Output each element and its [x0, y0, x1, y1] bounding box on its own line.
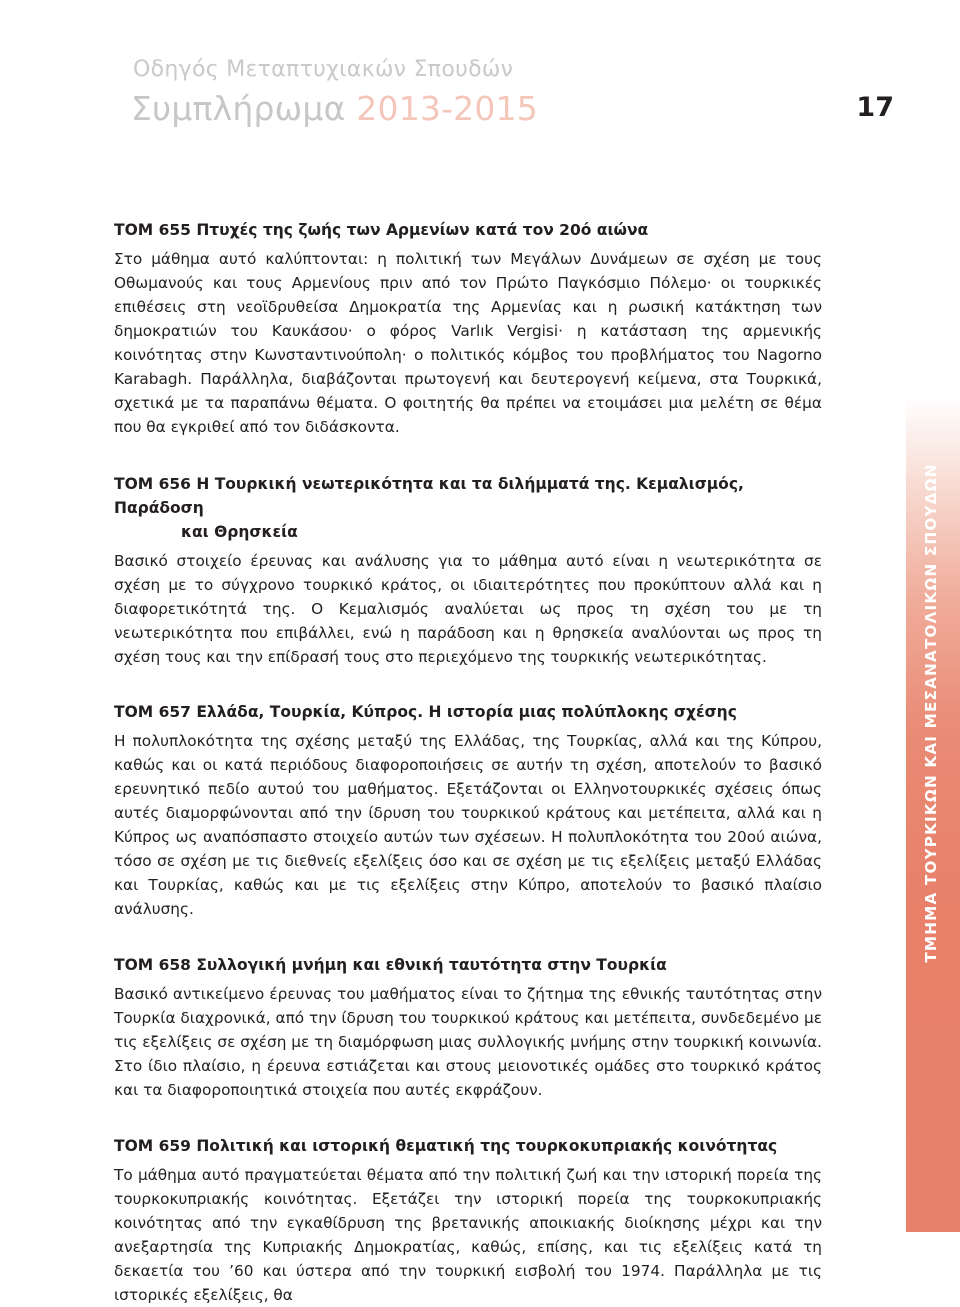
course-description: Βασικό αντικείμενο έρευνας του μαθήματος είναι το ζήτημα της εθνικής ταυτότητας στην Τουρκία διαχρονικά, από την ίδρυση του τουρκικού κράτους και μετέπειτα, συνδεδεμένο με τις εξελίξεις σε σχέση με τη διαμόρφωση μιας συλλογικής μνήμης στην τουρκική κοινωνία. Στο ίδιο πλαίσιο, η έρευνα εστιάζεται και στους μειονοτικές ομάδες στο τουρκικό κράτος και τα διαφοροποιητικά στοιχεία που αυτές εκφράζουν.: [114, 985, 822, 1099]
course-title-main: ΤΟΜ 656 Η Τουρκική νεωτερικότητα και τα διλήμματά της. Κεμαλισμός, Παράδοση: [114, 475, 744, 517]
course-title-continuation: και Θρησκεία: [181, 523, 298, 541]
course-description: Βασικό στοιχείο έρευνας και ανάλυσης για το μάθημα αυτό είναι η νεωτερικότητα σε σχέση με το σύγχρονο τουρκικό κράτος, οι ιδιαιτερότητες που προκύπτουν αλλά και η διαφορετικότητά της. Ο Κεμαλισμός αναλύεται ως προς τη σχέση του με τη νεωτερικότητα που επιβάλλει, ενώ η παράδοση και η θρησκεία αναλύονται ως προς τη σχέση τους και την επίδρασή τους στο περιεχόμενο της τουρκικής νεωτερικότητας.: [114, 552, 822, 666]
course-title: [114, 472, 822, 544]
department-name: ΤΜΗΜΑ ΤΟΥΡΚΙΚΩΝ ΚΑΙ ΜΕΣΑΝΑΤΟΛΙΚΩΝ ΣΠΟΥΔΩΝ: [922, 463, 940, 963]
course-description: Η πολυπλοκότητα της σχέσης μεταξύ της Ελλάδας, της Τουρκίας, αλλά και της Κύπρου, καθώς και οι κατά περιόδους διαφοροποιήσεις σε αυτήν τη σχέση, αποτελούν το βασικό ερευνητικό πεδίο αυτού του μαθήματος. Εξετάζονται οι Ελληνοτουρκικές σχέσεις όπως αυτές διαμορφώνονται από την ίδρυση του τουρκικού κράτους και μετέπειτα, αλλά και η Κύπρος ως αναπόσπαστο στοιχείο αυτών των σχέσεων. Η πολυπλοκότητα του 20ού αιώνα, τόσο σε σχέση με τις διεθνείς εξελίξεις όσο και σε σχέση με τις εξελίξεις μεταξύ Ελλάδας και Τουρκίας, καθώς και με τις εξελίξεις στην Κύπρο, αποτελούν το βασικό πλαίσιο ανάλυσης.: [114, 732, 822, 918]
course-section: [114, 700, 822, 921]
course-section: [114, 472, 822, 669]
course-section: [114, 953, 822, 1102]
course-section: [114, 1134, 822, 1307]
course-title: ΤΟΜ 655 Πτυχές της ζωής των Αρμενίων κατά τον 20ό αιώνα: [114, 221, 649, 239]
course-list: [114, 218, 822, 1307]
course-title: ΤΟΜ 657 Ελλάδα, Τουρκία, Κύπρος. Η ιστορία μιας πολύπλοκης σχέσης: [114, 703, 737, 721]
guide-subtitle: Οδηγός Μεταπτυχιακών Σπουδών: [133, 57, 514, 82]
guide-title: [131, 89, 538, 128]
guide-title-years: 2013-2015: [356, 89, 538, 128]
page-number: 17: [856, 92, 894, 123]
course-description: Το μάθημα αυτό πραγματεύεται θέματα από την πολιτική ζωή και την ιστορική πορεία της τουρκοκυπριακής κοινότητας. Εξετάζει την ιστορική πορεία της τουρκοκυπριακής κοινότητας από την εγκαθίδρυση της βρετανικής αποικιακής διοίκησης μέχρι και την ανεξαρτησία της Κυπριακής Δημοκρατίας, καθώς, επίσης, και τις εξελίξεις κατά τη δεκαετία του ’60 και ύστερα από την τουρκική εισβολή του 1974. Παράλληλα με τις ιστορικές εξελίξεις, θα: [114, 1166, 822, 1304]
course-section: [114, 218, 822, 439]
course-title: ΤΟΜ 659 Πολιτική και ιστορική θεματική της τουρκοκυπριακής κοινότητας: [114, 1137, 778, 1155]
guide-title-word: Συμπλήρωμα: [131, 89, 346, 128]
course-description: Στο μάθημα αυτό καλύπτονται: η πολιτική των Μεγάλων Δυνάμεων σε σχέση με τους Οθωμανούς και τους Αρμενίους πριν από τον Πρώτο Παγκόσμιο Πόλεμο· οι τουρκικές επιθέσεις στη νεοϊδρυθείσα Δημοκρατία της Αρμενίας και η ρωσική κατάκτηση των δημοκρατιών του Καυκάσου· ο φόρος Varlık Vergisi· η κατάσταση της αρμενικής κοινότητας στην Κωνσταντινούπολη· ο πολιτικός κόμβος του προβλήματος του Nagorno Karabagh. Παράλληλα, διαβάζονται πρωτογενή και δευτερογενή κείμενα, στα Τουρκικά, σχετικά με τα παραπάνω θέματα. Ο φοιτητής θα πρέπει να ετοιμάσει μια μελέτη σε θέμα που θα εγκριθεί από τον διδάσκοντα.: [114, 250, 822, 436]
course-title: ΤΟΜ 658 Συλλογική μνήμη και εθνική ταυτότητα στην Τουρκία: [114, 956, 667, 974]
